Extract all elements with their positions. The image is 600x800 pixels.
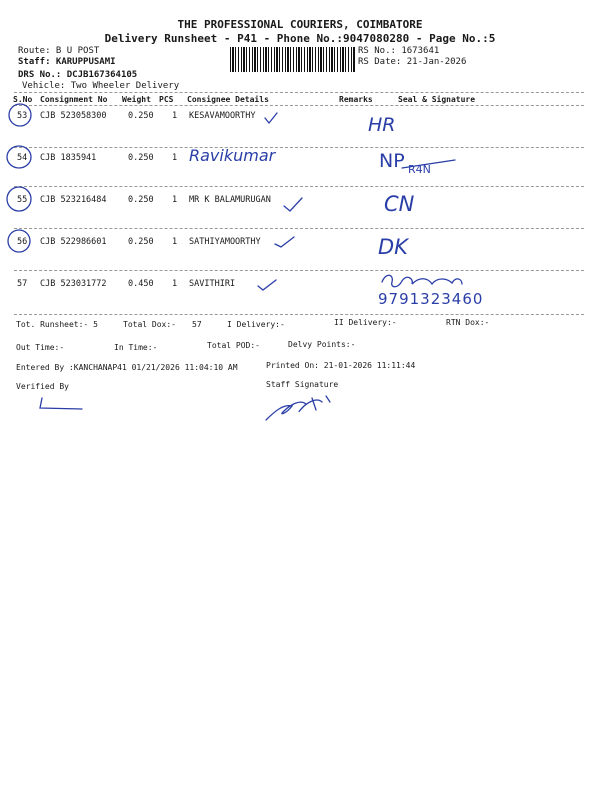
- verified-mark: [40, 398, 82, 409]
- row-pcs: 1: [172, 111, 178, 121]
- row-consignment-no: CJB 523031772: [40, 279, 107, 289]
- sno-circle: [9, 104, 31, 126]
- row-sno: 56: [17, 237, 28, 247]
- row-sno: 53: [17, 111, 28, 121]
- row-weight: 0.250: [128, 111, 154, 121]
- col-pcs: PCS: [159, 95, 174, 104]
- row-consignee: MR K BALAMURUGAN: [189, 195, 271, 205]
- col-consignee: Consignee Details: [187, 95, 269, 104]
- printed-on: Printed On: 21-01-2026 11:11:44: [266, 361, 416, 370]
- row-weight: 0.250: [128, 195, 154, 205]
- col-remarks: Remarks: [339, 95, 373, 104]
- row-pcs: 1: [172, 153, 178, 163]
- staff-signature-scribble: [266, 396, 330, 420]
- row-signature: DK: [378, 235, 408, 259]
- row-consignee: SAVITHIRI: [189, 279, 236, 289]
- out-time: Out Time:-: [16, 343, 65, 352]
- row-consignment-no: CJB 523058300: [40, 111, 107, 121]
- in-time: In Time:-: [114, 343, 158, 352]
- total-pod: Total POD:-: [207, 341, 260, 350]
- col-sno: S.No: [13, 95, 33, 104]
- row-signature-extra: R4N: [408, 163, 431, 176]
- row-consignment-no: CJB 1835941: [40, 153, 97, 163]
- tick-mark: [284, 198, 302, 211]
- row-phone-handwritten: 9791323460: [378, 290, 484, 308]
- row-sno: 57: [17, 279, 28, 289]
- row-signature: CN: [384, 192, 415, 216]
- row-consignee: SATHIYAMOORTHY: [189, 237, 261, 247]
- row-signature: NP: [379, 150, 405, 172]
- staff-label: Staff: KARUPPUSAMI: [18, 57, 116, 67]
- col-weight: Weight: [122, 95, 151, 104]
- row-sno: 55: [17, 195, 28, 205]
- rs-no: RS No.: 1673641: [358, 46, 440, 56]
- vehicle-label: Vehicle: Two Wheeler Delivery: [22, 81, 180, 91]
- row-pcs: 1: [172, 195, 178, 205]
- tot-runsheet: Tot. Runsheet:- 5: [16, 320, 98, 329]
- row-consignment-no: CJB 523216484: [40, 195, 107, 205]
- sno-circle: [7, 187, 31, 211]
- row-signature: HR: [368, 114, 396, 136]
- row-sno: 54: [17, 153, 28, 163]
- row-consignee: KESAVAMOORTHY: [189, 111, 256, 121]
- tick-mark: [258, 280, 276, 290]
- staff-signature-label: Staff Signature: [266, 380, 339, 389]
- entered-by: Entered By :KANCHANAP41 01/21/2026 11:04:10 AM: [16, 363, 238, 372]
- col-consignment: Consignment No: [40, 95, 108, 104]
- total-dox-label: Total Dox:-: [123, 320, 176, 329]
- tick-mark: [275, 237, 294, 247]
- row-weight: 0.250: [128, 153, 154, 163]
- route-label: Route: B U POST: [18, 46, 100, 56]
- rtn-dox: RTN Dox:-: [446, 318, 490, 327]
- tamil-scribble: [382, 275, 462, 287]
- row-consignment-no: CJB 522986601: [40, 237, 107, 247]
- underline-stroke: [402, 160, 455, 168]
- sno-circle: [7, 146, 31, 168]
- row-weight: 0.250: [128, 237, 154, 247]
- row-handwritten-name: Ravikumar: [189, 146, 276, 165]
- delvy-points: Delvy Points:-: [288, 340, 356, 349]
- ii-delivery: II Delivery:-: [334, 318, 397, 327]
- tick-mark: [265, 113, 277, 123]
- row-pcs: 1: [172, 279, 178, 289]
- row-pcs: 1: [172, 237, 178, 247]
- row-weight: 0.450: [128, 279, 154, 289]
- rs-date: RS Date: 21-Jan-2026: [358, 57, 467, 67]
- i-delivery: I Delivery:-: [227, 320, 285, 329]
- company-title: THE PROFESSIONAL COURIERS, COIMBATORE: [177, 18, 423, 31]
- runsheet-title: Delivery Runsheet - P41 - Phone No.:9047080280 - Page No.:5: [104, 32, 496, 45]
- col-seal: Seal & Signature: [398, 95, 476, 104]
- sno-circle: [8, 230, 30, 252]
- total-dox-value: 57: [192, 320, 202, 329]
- drs-label: DRS No.: DCJB167364105: [18, 70, 138, 80]
- verified-by: Verified By: [16, 382, 69, 391]
